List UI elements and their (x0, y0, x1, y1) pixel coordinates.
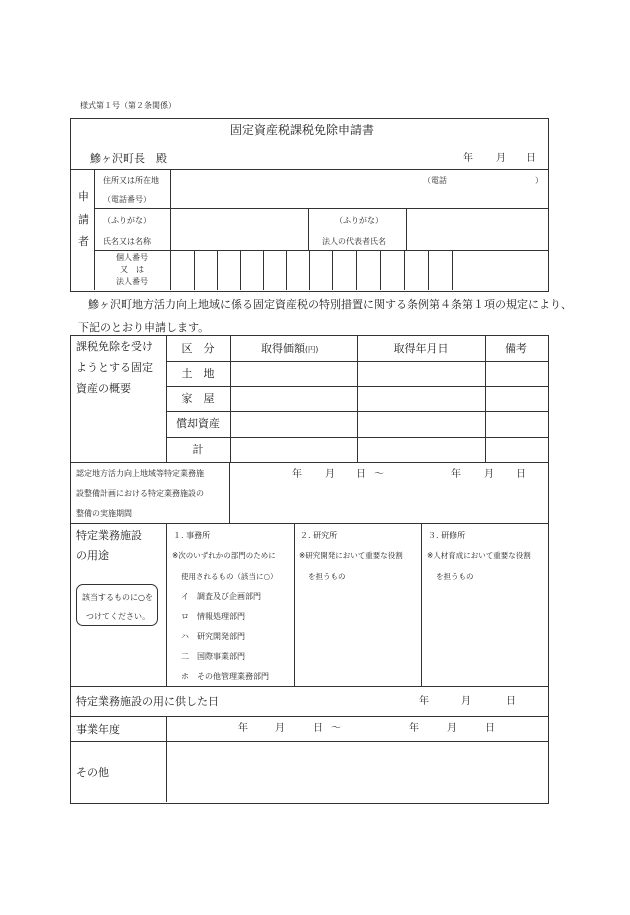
plan-month-2[interactable]: 月 (484, 469, 494, 480)
training-title[interactable]: ３. 研修所 (428, 531, 466, 540)
business-day-1[interactable]: 日 (313, 723, 323, 734)
training-desc-1: ※人材育成において重要な役割 (427, 551, 531, 560)
assets-label-3: 資産の概要 (76, 382, 131, 395)
applicant-side-2: 請 (78, 213, 89, 226)
office-title[interactable]: １. 事務所 (173, 531, 211, 540)
business-month-1[interactable]: 月 (275, 723, 285, 734)
office-desc-1: ※次のいずれかの部門のために (172, 551, 276, 560)
business-month-2[interactable]: 月 (447, 723, 457, 734)
office-item-5[interactable]: ホ その他管理業務部門 (181, 672, 269, 681)
name-label: 氏名又は名称 (103, 237, 151, 246)
usage-label-1: 特定業務施設 (76, 529, 142, 542)
intro-line-2: 下記のとおり申請します。 (78, 321, 210, 334)
rep-name-label: 法人の代表者氏名 (322, 237, 386, 246)
applicant-side-1: 申 (78, 190, 89, 203)
office-desc-2: 使用されるもの（該当に○） (181, 572, 278, 581)
header-acq-date: 取得年月日 (393, 342, 449, 355)
training-desc-2: を担うもの (436, 572, 474, 581)
plan-year-2[interactable]: 年 (451, 469, 461, 480)
office-item-4[interactable]: 二 国際事業部門 (181, 652, 245, 661)
row-depreciable: 償却資産 (176, 417, 220, 430)
header-notes: 備考 (505, 342, 527, 355)
other-label: その他 (76, 766, 109, 779)
date-day[interactable]: 日 (526, 153, 536, 164)
assets-label-2: ようとする固定 (76, 361, 153, 374)
use-date-year[interactable]: 年 (419, 696, 429, 707)
intro-line-1: 鰺ヶ沢町地方活力向上地域に係る固定資産税の特別措置に関する条例第４条第１項の規定により、 (88, 298, 572, 311)
phone-label: （電話番号） (103, 195, 151, 204)
address-label: 住所又は所在地 (103, 176, 159, 185)
use-date-day[interactable]: 日 (506, 696, 516, 707)
plan-month-1[interactable]: 月 (325, 469, 335, 480)
plan-day-1[interactable]: 日 (356, 469, 366, 480)
header-category: 区 分 (181, 342, 215, 355)
plan-tilde: ～ (374, 469, 384, 480)
other-field[interactable] (166, 741, 547, 802)
main-box (70, 335, 549, 804)
number-label-2: 又 は (120, 265, 144, 274)
business-day-2[interactable]: 日 (485, 723, 495, 734)
addressee: 鰺ヶ沢町長 殿 (90, 152, 167, 165)
lab-title[interactable]: ２. 研究所 (300, 531, 338, 540)
plan-day-2[interactable]: 日 (516, 469, 526, 480)
business-year-2[interactable]: 年 (409, 723, 419, 734)
header-price (261, 343, 318, 354)
row-land: 土 地 (181, 367, 215, 380)
furigana-label: （ふりがな） (103, 216, 151, 225)
usage-label-2: の用途 (76, 549, 109, 562)
row-total: 計 (192, 443, 204, 456)
form-number: 様式第１号（第２条関係） (80, 101, 176, 110)
office-item-1[interactable]: イ 調査及び企画部門 (181, 592, 261, 601)
row-house: 家 屋 (181, 392, 215, 405)
date-month[interactable]: 月 (496, 153, 506, 164)
plan-label-1: 認定地方活力向上地域等特定業務施 (76, 469, 204, 478)
number-label-1: 個人番号 (116, 253, 148, 262)
header-price-unit: (円) (305, 345, 319, 354)
date-year[interactable]: 年 (463, 153, 473, 164)
header-price-text: 取得価額 (261, 342, 305, 355)
plan-label-2: 設整備計画における特定業務施設の (76, 489, 204, 498)
usage-note-1: 該当するものに○を (82, 593, 153, 602)
usage-note-2: つけてください。 (86, 612, 150, 621)
lab-desc-1: ※研究開発において重要な役割 (299, 551, 403, 560)
plan-label-3: 整備の実施期間 (76, 509, 132, 518)
lab-desc-2: を担うもの (308, 572, 346, 581)
phone-close: ） (535, 176, 543, 185)
applicant-side-3: 者 (78, 235, 89, 248)
office-item-2[interactable]: ロ 情報処理部門 (181, 612, 245, 621)
plan-year-1[interactable]: 年 (292, 469, 302, 480)
phone-field[interactable]: （電話 (423, 176, 447, 185)
use-date-month[interactable]: 月 (461, 696, 471, 707)
business-year-label: 事業年度 (76, 723, 120, 736)
business-tilde: ～ (331, 723, 341, 734)
rep-furigana-label: （ふりがな） (335, 216, 383, 225)
business-year-1[interactable]: 年 (238, 723, 248, 734)
use-date-label: 特定業務施設の用に供した日 (76, 695, 219, 708)
form-title: 固定資産税課税免除申請書 (230, 123, 375, 137)
assets-label-1: 課税免除を受け (76, 340, 153, 353)
office-item-3[interactable]: ハ 研究開発部門 (181, 632, 245, 641)
number-label-3: 法人番号 (116, 277, 148, 286)
